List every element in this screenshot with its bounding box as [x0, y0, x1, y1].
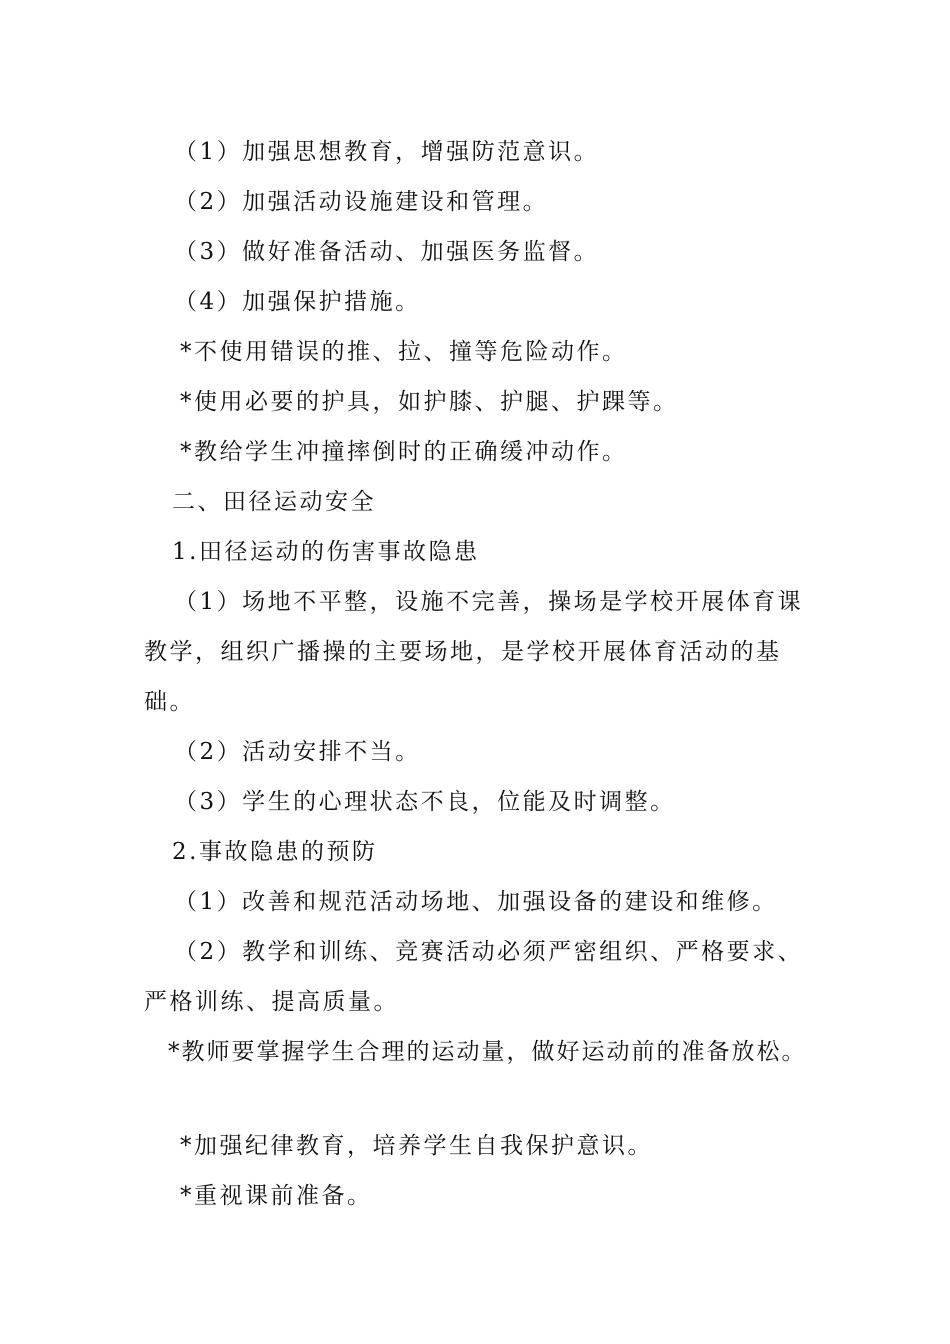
text-line-11: 教学，组织广播操的主要场地，是学校开展体育活动的基	[144, 639, 782, 665]
text-line-20: *加强纪律教育，培养学生自我保护意识。	[180, 1133, 653, 1159]
text-line-7: *教给学生冲撞摔倒时的正确缓冲动作。	[180, 439, 628, 465]
text-line-13: （2）活动安排不当。	[174, 739, 421, 765]
text-line-10: （1）场地不平整，设施不完善，操场是学校开展体育课	[174, 589, 804, 615]
text-line-18: 严格训练、提高质量。	[144, 989, 399, 1015]
text-line-17: （2）教学和训练、竞赛活动必须严密组织、严格要求、	[174, 939, 804, 965]
text-line-21: *重视课前准备。	[180, 1183, 373, 1209]
section-heading: 二、田径运动安全	[172, 489, 376, 515]
text-line-6: *使用必要的护具，如护膝、护腿、护踝等。	[180, 389, 679, 415]
text-line-12: 础。	[144, 689, 195, 715]
text-line-16: （1）改善和规范活动场地、加强设备的建设和维修。	[174, 889, 778, 915]
text-line-14: （3）学生的心理状态不良，位能及时调整。	[174, 789, 676, 815]
text-line-4: （4）加强保护措施。	[174, 289, 421, 315]
subsection-heading-1: 1.田径运动的伤害事故隐患	[172, 539, 480, 565]
text-line-19: *教师要掌握学生合理的运动量，做好运动前的准备放松。	[168, 1039, 807, 1065]
text-line-1: （1）加强思想教育，增强防范意识。	[174, 139, 600, 165]
text-line-2: （2）加强活动设施建设和管理。	[174, 189, 549, 215]
text-line-3: （3）做好准备活动、加强医务监督。	[174, 239, 600, 265]
subsection-heading-2: 2.事故隐患的预防	[172, 839, 378, 865]
text-line-5: *不使用错误的推、拉、撞等危险动作。	[180, 339, 628, 365]
